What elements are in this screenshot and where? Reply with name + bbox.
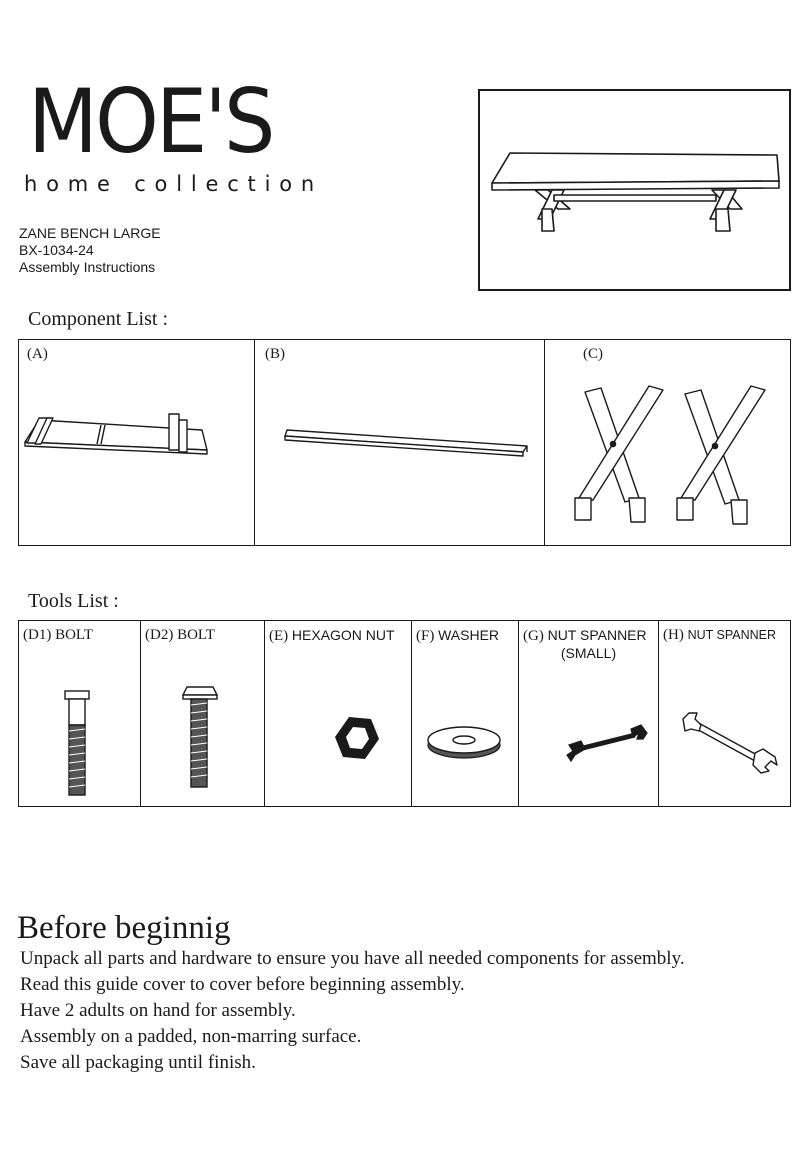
component-cell-c [545, 340, 791, 546]
tool-cell-h [659, 621, 791, 807]
tool-cell-d2 [141, 621, 265, 807]
document-type: Assembly Instructions [19, 259, 156, 275]
list-item: Save all packaging until finish. [20, 1052, 256, 1073]
bolt-icon [19, 621, 141, 807]
bolt-icon [141, 621, 265, 807]
tool-cell-f [412, 621, 519, 807]
instruction-list [20, 946, 685, 1076]
tool-label: (F) WASHER [416, 627, 500, 644]
x-leg-frame-icon [545, 340, 791, 546]
list-item: Unpack all parts and hardware to ensure you have all needed components for assembly. [20, 948, 685, 969]
wrench-icon [519, 621, 659, 807]
component-label: (A) [27, 346, 48, 362]
tool-label: (D2) BOLT [145, 627, 215, 643]
tool-label: (D1) BOLT [23, 627, 93, 643]
tool-cell-e [265, 621, 412, 807]
tool-cell-d1 [19, 621, 141, 807]
tool-label: (G) NUT SPANNER [523, 627, 647, 644]
brand-logo: MOE'S [28, 70, 273, 173]
list-item: Read this guide cover to cover before beginning assembly. [20, 974, 465, 995]
tool-cell-g [519, 621, 659, 807]
component-label: (B) [265, 346, 285, 362]
tools-table [18, 620, 791, 807]
bench-illustration [480, 91, 793, 293]
hexagon-nut-icon [265, 621, 412, 807]
tool-label: (H) NUT SPANNER [663, 627, 777, 643]
tool-sublabel: (SMALL) [560, 645, 617, 661]
washer-icon [412, 621, 519, 807]
component-cell-b [255, 340, 545, 546]
bench-illustration-frame [478, 89, 791, 291]
brand-tagline: home collection [24, 172, 323, 196]
before-beginning-title: Before beginnig [17, 910, 231, 946]
wrench-icon [659, 621, 791, 807]
component-label: (C) [583, 346, 603, 362]
component-cell-a [19, 340, 255, 546]
component-table [18, 339, 791, 546]
tools-list-title: Tools List : [28, 590, 119, 612]
tool-label: (E) HEXAGON NUT [269, 627, 395, 644]
stretcher-bar-icon [255, 340, 545, 546]
product-name: ZANE BENCH LARGE [19, 225, 161, 241]
list-item: Assembly on a padded, non-marring surface. [20, 1026, 362, 1047]
list-item: Have 2 adults on hand for assembly. [20, 1000, 296, 1021]
product-code: BX-1034-24 [19, 242, 94, 258]
bench-top-icon [19, 340, 255, 546]
component-list-title: Component List : [28, 308, 168, 330]
